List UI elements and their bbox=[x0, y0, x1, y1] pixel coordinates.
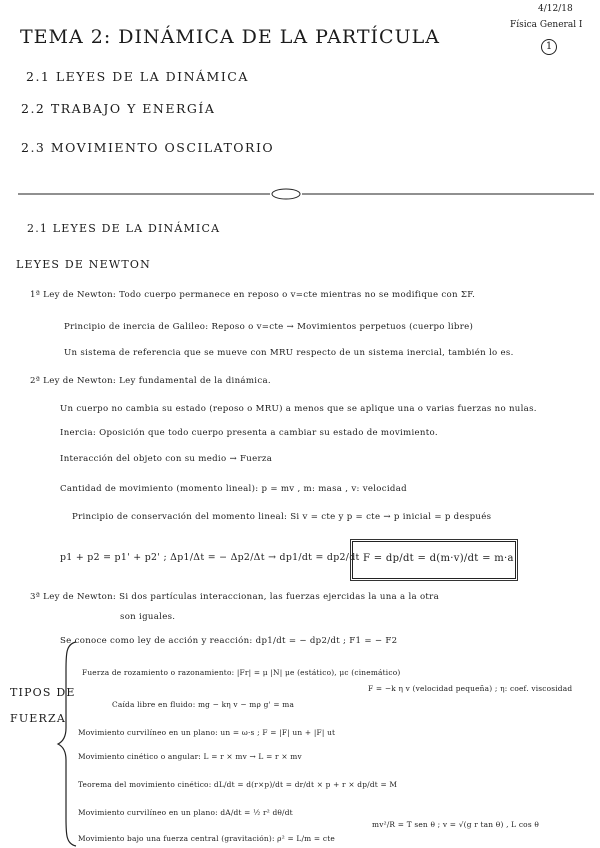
newton-second-law-box bbox=[352, 541, 516, 579]
force-type-curvilinear: Movimiento curvilíneo en un plano: un = ω·s ; F = |F| un + |F| ut bbox=[78, 728, 336, 737]
second-law: 2ª Ley de Newton: Ley fundamental de la dinámica. bbox=[30, 376, 271, 386]
action-reaction: Se conoce como ley de acción y reacción: dp1/dt = − dp2/dt ; F1 = − F2 bbox=[60, 636, 398, 646]
date: 4/12/18 bbox=[538, 4, 573, 14]
force-types-label-1: TIPOS DE bbox=[10, 686, 76, 699]
force-type-central-force: Movimiento bajo una fuerza central (gravitación): ρ² = L/m = cte bbox=[78, 834, 335, 843]
section-divider bbox=[18, 188, 594, 200]
page-title: TEMA 2: DINÁMICA DE LA PARTÍCULA bbox=[20, 26, 440, 48]
contents-item-3: 2.3 MOVIMIENTO OSCILATORIO bbox=[21, 140, 275, 155]
third-law-continued: son iguales. bbox=[120, 612, 176, 622]
friction-note: F = −k η v (velocidad pequeña) ; η: coef. viscosidad bbox=[368, 684, 573, 693]
subheading-newton: LEYES DE NEWTON bbox=[16, 258, 151, 271]
boxed-equation: F = dp/dt = d(m·v)/dt = m·a bbox=[363, 553, 514, 564]
interaction: Interacción del objeto con su medio → Fuerza bbox=[60, 454, 273, 464]
force-type-kinetic-theorem: Teorema del movimiento cinético: dL/dt = d(r×p)/dt = dr/dt × p + r × dp/dt = M bbox=[78, 780, 398, 789]
third-law: 3ª Ley de Newton: Si dos partículas interaccionan, las fuerzas ejercidas la una a la otra bbox=[30, 592, 440, 602]
page-number bbox=[541, 34, 557, 55]
force-type-fluid-fall: Caída libre en fluido: mg − kη v − mρ g' = ma bbox=[112, 700, 295, 709]
page-number-circle: 1 bbox=[541, 39, 557, 55]
course-name: Física General I bbox=[510, 20, 583, 30]
contents-item-2: 2.2 TRABAJO Y ENERGÍA bbox=[21, 101, 216, 116]
curly-brace bbox=[56, 640, 78, 848]
section-heading: 2.1 LEYES DE LA DINÁMICA bbox=[27, 222, 221, 235]
contents-item-1: 2.1 LEYES DE LA DINÁMICA bbox=[26, 69, 249, 84]
force-types-label-2: FUERZA bbox=[10, 712, 67, 725]
reference-frame: Un sistema de referencia que se mueve con MRU respecto de un sistema inercial, también lo es. bbox=[64, 348, 514, 358]
force-type-angular: Movimiento cinético o angular: L = r × mv → L = r × mv bbox=[78, 752, 302, 761]
force-type-friction: Fuerza de rozamiento o razonamiento: |Fr| = μ |N| μe (estático), μc (cinemático) bbox=[82, 668, 401, 677]
conservation: Principio de conservación del momento lineal: Si v = cte y p = cte → p inicial = p después bbox=[72, 512, 492, 522]
momentum: Cantidad de movimiento (momento lineal): p = mv , m: masa , v: velocidad bbox=[60, 484, 407, 494]
first-law: 1ª Ley de Newton: Todo cuerpo permanece en reposo o v=cte mientras no se modifique con ΣF. bbox=[30, 290, 476, 300]
force-type-curvilinear-area: Movimiento curvilíneo en un plano: dA/dt = ½ r² dθ/dt bbox=[78, 808, 293, 817]
inertia: Inercia: Oposición que todo cuerpo presenta a cambiar su estado de movimiento. bbox=[60, 428, 438, 438]
galileo-principle: Principio de inercia de Galileo: Reposo o v=cte → Movimientos perpetuos (cuerpo libre) bbox=[64, 322, 474, 332]
state-change: Un cuerpo no cambia su estado (reposo o MRU) a menos que se aplique una o varias fuerzas no nulas. bbox=[60, 404, 537, 414]
momentum-equation: p1 + p2 = p1' + p2' ; Δp1/Δt = − Δp2/Δt → dp1/dt = dp2/dt bbox=[60, 552, 360, 563]
central-force-note: mv²/R = T sen θ ; v = √(g r tan θ) , L cos θ bbox=[372, 820, 540, 829]
